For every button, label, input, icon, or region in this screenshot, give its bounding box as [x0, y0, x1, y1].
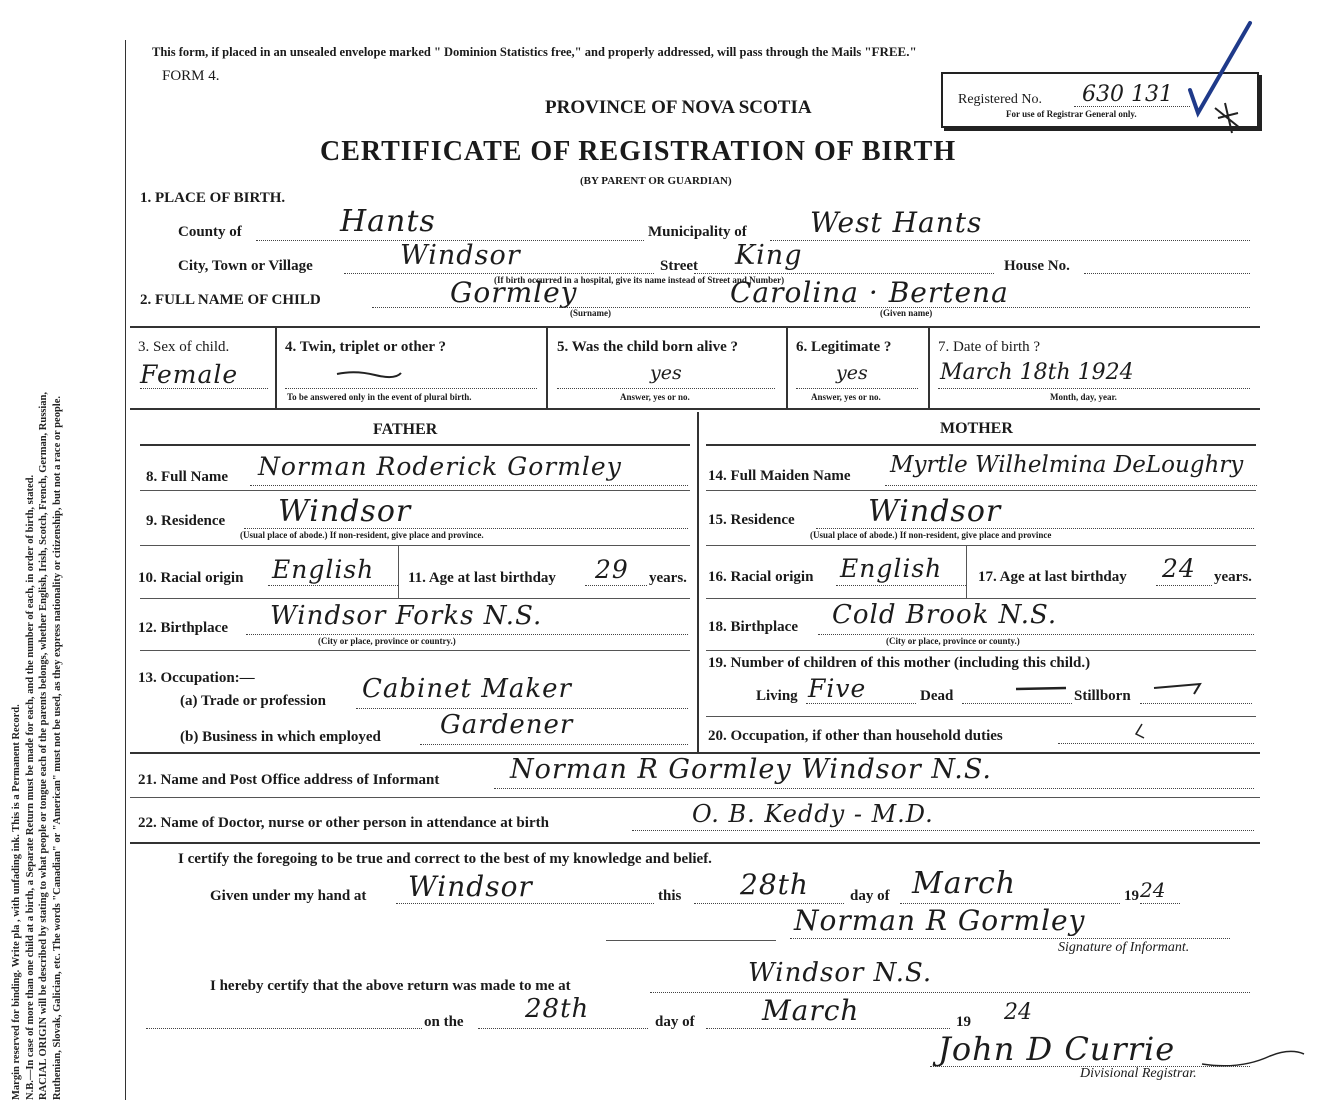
mother-heading: MOTHER [940, 420, 1013, 437]
mother-abode-note: (Usual place of abode.) If non-resident, give place and province [810, 530, 1052, 540]
child-name-line [372, 307, 1250, 308]
mother-racial-value: English [840, 554, 943, 583]
given-year-line [1140, 903, 1180, 904]
registrar-day: 28th [525, 994, 590, 1024]
stillborn-dash-mark [1150, 678, 1210, 698]
father-birthplace-label: 12. Birthplace [138, 620, 228, 636]
mother-racial-divider [966, 546, 967, 598]
mother-birthplace-value: Cold Brook N.S. [832, 600, 1058, 630]
mother-dead-line [962, 703, 1072, 704]
mother-rule-4 [706, 650, 1256, 651]
father-age-value: 29 [595, 555, 629, 584]
father-business-line [420, 744, 688, 745]
given-place-line [396, 903, 654, 904]
given-name-caption: (Given name) [880, 308, 933, 318]
informant-signature-caption: Signature of Informant. [1058, 940, 1190, 955]
on-the-label: on the [424, 1014, 464, 1030]
city-label: City, Town or Village [178, 258, 313, 274]
doctor-value: O. B. Keddy - M.D. [692, 800, 934, 828]
father-trade-line [356, 708, 688, 709]
born-alive-value: yes [650, 362, 682, 384]
father-residence-value: Windsor [278, 494, 412, 529]
mother-birthplace-note: (City or place, province or county.) [886, 636, 1020, 646]
street-value: King [735, 240, 803, 271]
legitimate-value: yes [836, 362, 868, 384]
divider-3-4 [275, 326, 277, 408]
registrar-year-suffix: 24 [1004, 1000, 1032, 1025]
surname-caption: (Surname) [570, 308, 611, 318]
child-name-label: 2. FULL NAME OF CHILD [140, 292, 321, 308]
registrar-year-prefix: 19 [956, 1014, 971, 1030]
date-of-birth-value: March 18th 1924 [940, 360, 1134, 385]
municipality-label: Municipality of [648, 224, 747, 240]
mother-stillborn-line [1140, 703, 1252, 704]
county-value: Hants [340, 204, 436, 239]
check-mark-icon [1180, 18, 1260, 138]
father-rule-2 [140, 545, 690, 546]
twin-label: 4. Twin, triplet or other ? [285, 339, 446, 355]
mail-notice [152, 44, 917, 60]
mother-racial-label: 16. Racial origin [708, 569, 814, 585]
father-residence-label: 9. Residence [146, 513, 226, 529]
child-surname: Gormley [450, 276, 578, 309]
divider-5-6 [786, 326, 788, 408]
province-heading: PROVINCE OF NOVA SCOTIA [545, 97, 812, 118]
born-alive-label: 5. Was the child born alive ? [557, 339, 738, 355]
hospital-note: (If birth occurred in a hospital, give its name instead of Street and Number) [494, 275, 785, 285]
mother-name-value: Myrtle Wilhelmina DeLoughry [890, 452, 1244, 478]
given-day: 28th [740, 868, 809, 901]
father-name-line [250, 485, 688, 486]
divider-4-5 [546, 326, 548, 408]
registrar-day-line [478, 1028, 648, 1029]
house-number-line [1084, 273, 1250, 274]
registered-label: Registered No. [958, 92, 1042, 107]
mother-heading-rule [706, 444, 1256, 446]
mother-birthplace-line [818, 634, 1254, 635]
registrar-note: For use of Registrar General only. [1006, 109, 1137, 119]
father-age-years: years. [649, 570, 687, 586]
margin-note-racial-origin: RACIAL ORIGIN will be described by stating to what people or tongue each of the parents belongs, whether English, Irish, Scotch, French, German, Russian, [38, 391, 49, 1100]
father-trade-label: (a) Trade or profession [180, 693, 326, 709]
binding-margin-line [125, 40, 126, 1100]
municipality-line [770, 240, 1250, 241]
mail-notice-free: "FREE." [864, 44, 917, 59]
father-business-label: (b) Business in which employed [180, 729, 381, 745]
signature-stub-line [606, 940, 776, 941]
given-year-suffix: 24 [1140, 878, 1166, 902]
father-mother-divider [697, 412, 699, 752]
father-rule-3 [140, 598, 690, 599]
registrar-lead-line [146, 1028, 422, 1029]
mother-age-value: 24 [1162, 554, 1196, 583]
child-given-name: Carolina · Bertena [730, 276, 1009, 309]
mother-rule-5 [706, 716, 1256, 717]
document-title: CERTIFICATE OF REGISTRATION OF BIRTH [320, 136, 957, 167]
registrar-signature: John D Currie [938, 1030, 1176, 1068]
given-month: March [912, 866, 1017, 901]
father-rule-1 [140, 490, 690, 491]
mother-living-line [806, 703, 916, 704]
father-residence-line [244, 528, 688, 529]
doctor-line [632, 830, 1254, 831]
mother-rule-2 [706, 545, 1256, 546]
mother-rule-1 [706, 490, 1256, 491]
margin-note-binding: Margin reserved for binding. Write pla , with unfading ink. This is a Permanent Record. [11, 704, 22, 1100]
registrar-statement: I hereby certify that the above return was made to me at [210, 978, 571, 994]
rule-above-row-3 [130, 326, 1260, 328]
father-racial-line [268, 585, 398, 586]
rule-below-row-3 [130, 408, 1260, 410]
registrar-month-line [706, 1028, 950, 1029]
mother-dead-label: Dead [920, 688, 954, 704]
rule-above-doctor [130, 797, 1260, 798]
father-abode-note: (Usual place of abode.) If non-resident, give place and province. [240, 530, 484, 540]
mother-age-line [1156, 585, 1212, 586]
mother-living-value: Five [808, 674, 867, 703]
twin-line [285, 388, 537, 389]
dead-dash-mark [1012, 684, 1072, 694]
margin-note-racial-origin-cont: Ruthenian, Slovak, Galician, etc. The words "Canadian" or "American" must not be used, as they express nationality or citizenship, but not a race or people. [51, 395, 63, 1100]
sex-value: Female [140, 360, 239, 389]
mother-age-label: 17. Age at last birthday [978, 569, 1127, 585]
document-subtitle: (BY PARENT OR GUARDIAN) [580, 175, 732, 187]
margin-note-multiple-births: N.B.—In case of more than one child at a birth, a Separate Return must be made for each, and the number of each, in order of birth, stated. [24, 474, 36, 1100]
divider-6-7 [928, 326, 930, 408]
given-place: Windsor [408, 870, 533, 903]
father-birthplace-value: Windsor Forks N.S. [270, 601, 543, 631]
informant-label: 21. Name and Post Office address of Informant [138, 772, 440, 788]
mother-residence-value: Windsor [868, 494, 1002, 529]
date-of-birth-label: 7. Date of birth ? [938, 339, 1041, 355]
date-of-birth-line [938, 388, 1250, 389]
father-age-line [585, 585, 647, 586]
father-birthplace-note: (City or place, province or country.) [318, 636, 456, 646]
legitimate-note: Answer, yes or no. [811, 392, 881, 402]
registered-number: 630 131 [1082, 82, 1173, 107]
city-line [344, 273, 654, 274]
sex-line [140, 388, 268, 389]
signature-flourish [1200, 1044, 1310, 1074]
given-year-prefix: 19 [1124, 888, 1139, 904]
given-under-label: Given under my hand at [210, 888, 367, 904]
occupation-tick-mark [1130, 722, 1150, 742]
sex-label: 3. Sex of child. [138, 339, 230, 355]
father-business-value: Gardener [440, 710, 574, 740]
county-label: County of [178, 224, 242, 240]
mother-rule-3 [706, 598, 1256, 599]
registrar-month: March [762, 994, 860, 1027]
informant-signature-line [790, 938, 1230, 939]
mother-racial-line [836, 585, 966, 586]
mother-occupation-label: 20. Occupation, if other than household duties [708, 728, 1003, 744]
father-occupation-label: 13. Occupation:— [138, 670, 255, 686]
place-of-birth-heading: 1. PLACE OF BIRTH. [140, 190, 286, 206]
father-heading: FATHER [373, 421, 438, 438]
father-heading-rule [140, 444, 690, 446]
mother-children-label: 19. Number of children of this mother (including this child.) [708, 655, 1091, 671]
this-label: this [658, 888, 682, 904]
twin-dash-mark [335, 368, 405, 380]
father-name-value: Norman Roderick Gormley [258, 452, 622, 481]
father-racial-value: English [272, 555, 375, 584]
mother-name-line [885, 485, 1257, 486]
father-rule-4 [140, 650, 690, 651]
father-racial-label: 10. Racial origin [138, 570, 244, 586]
form-number: FORM 4. [162, 68, 220, 84]
rule-above-certification [130, 842, 1260, 844]
informant-line [494, 788, 1254, 789]
doctor-label: 22. Name of Doctor, nurse or other person in attendance at birth [138, 815, 549, 831]
informant-value: Norman R Gormley Windsor N.S. [510, 754, 992, 785]
twin-note: To be answered only in the event of plural birth. [287, 392, 472, 402]
born-alive-line [557, 388, 775, 389]
legitimate-label: 6. Legitimate ? [796, 339, 892, 355]
mother-residence-line [816, 528, 1254, 529]
street-line [694, 273, 994, 274]
mother-occupation-line [1058, 743, 1254, 744]
given-day-of-label: day of [850, 888, 890, 904]
legitimate-line [796, 388, 918, 389]
born-alive-note: Answer, yes or no. [620, 392, 690, 402]
certify-statement: I certify the foregoing to be true and correct to the best of my knowledge and belief. [178, 851, 712, 867]
house-number-label: House No. [1004, 258, 1070, 274]
registered-line [1074, 106, 1190, 107]
mother-birthplace-label: 18. Birthplace [708, 619, 798, 635]
mother-residence-label: 15. Residence [708, 512, 795, 528]
mail-notice-text: This form, if placed in an unsealed envelope marked " Dominion Statistics free," and properly addressed, will pass through the Mails [152, 45, 862, 59]
margin-notes [10, 10, 64, 1100]
registrar-day-of-label: day of [655, 1014, 695, 1030]
registrar-caption: Divisional Registrar. [1080, 1066, 1197, 1081]
date-of-birth-note: Month, day, year. [1050, 392, 1117, 402]
father-racial-divider [398, 546, 399, 598]
mother-name-label: 14. Full Maiden Name [708, 468, 851, 484]
city-value: Windsor [400, 240, 521, 271]
registrar-place: Windsor N.S. [748, 958, 933, 988]
father-trade-value: Cabinet Maker [362, 674, 572, 704]
mother-age-years: years. [1214, 569, 1252, 585]
mother-stillborn-label: Stillborn [1074, 688, 1131, 704]
informant-signature: Norman R Gormley [794, 904, 1086, 937]
father-age-label: 11. Age at last birthday [408, 570, 556, 586]
father-name-label: 8. Full Name [146, 469, 229, 485]
municipality-value: West Hants [810, 206, 983, 239]
registrar-place-line [650, 992, 1250, 993]
street-label: Street [660, 258, 699, 274]
father-birthplace-line [246, 634, 688, 635]
mother-living-label: Living [756, 688, 798, 704]
